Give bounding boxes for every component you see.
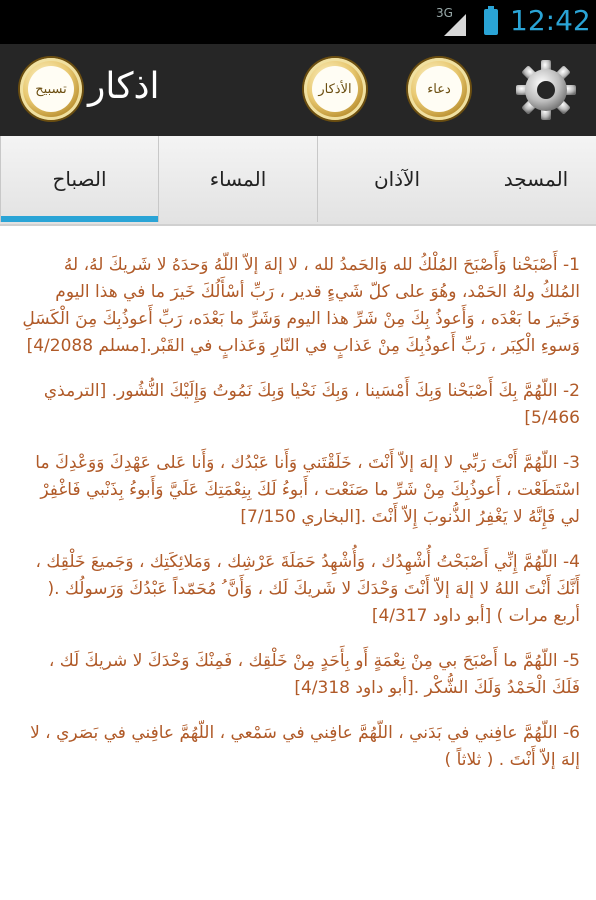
- selected-tab-indicator: [1, 216, 158, 222]
- list-item: 6- اللّهُمَّ عافِني في بَدَني ، اللّهُمَّ عافِني في سَمْعي ، اللّهُمَّ عافِني في بَصَري ، لا إلهَ إلاّ أَنْتَ . ( ثلاثاً ): [30, 723, 580, 770]
- action-bar: [0, 44, 596, 136]
- tab-morning[interactable]: [0, 136, 158, 222]
- tab-bar: [0, 136, 596, 226]
- list-item: 5- اللّهُمَّ ما أَصْبَحَ بي مِنْ نِعْمَةٍ أَو بِأَحَدٍ مِنْ خَلْقِك ، فَمِنْكَ وَحْدَكَ لا شريكَ لَك ، فَلَكَ الْحَمْدُ وَلَكَ الشُّكْر .[أبو داود 4/318]: [48, 651, 580, 698]
- list-item: 3- اللّهُمَّ أَنْتَ رَبِّي لا إلهَ إلاّ أَنْتَ ، خَلَقْتَني وَأَنا عَبْدُك ، وَأَنا عَلى عَهْدِكَ وَوَعْدِكَ ما اسْتَطَعْت ، أَعوذُبِكَ مِنْ شَرِّ ما صَنَعْت ، أَبوءُ لَكَ بِنِعْمَتِكَ عَلَيَّ وَأَبوءُ بِذَنْبي فَاغْفِرْ لي فَإِنَّهُ لا يَغْفِرُ الذُّنوبَ إِلاّ أَنْتَ .[البخاري 7/150]: [35, 453, 580, 527]
- list-item: 4- اللّهُمَّ إِنِّي أَصْبَحْتُ أُشْهِدُك ، وَأُشْهِدُ حَمَلَةَ عَرْشِك ، وَمَلائِكَتِك ، وَجَميعَ خَلْقِك ، أَنَّكَ أَنْتَ اللهُ لا إلهَ إلاّ أَنْتَ وَحْدَكَ لا شَريكَ لَك ، وَأَنَّ ُ مُحَمّداً عَبْدُكَ وَرَسولُك .( أربع مرات ) [أبو داود 4/317]: [35, 552, 580, 626]
- dua-button-label: دعاء: [416, 66, 462, 112]
- tab-label: المسجد: [503, 167, 569, 191]
- app-icon-label: تسبيح: [28, 66, 74, 112]
- tab-label: الآذان: [373, 167, 421, 191]
- status-bar: [0, 0, 596, 44]
- signal-icon: [444, 14, 466, 36]
- app-icon[interactable]: [20, 58, 82, 120]
- list-item: 2- اللّهُمَّ بِكَ أَصْبَحْنا وَبِكَ أَمْسَينا ، وَبِكَ نَحْيا وَبِكَ نَمُوتُ وَإِلَيْكَ النُّشُور. [الترمذي 5/466]: [43, 381, 580, 428]
- azkar-button[interactable]: [304, 58, 366, 120]
- gear-icon[interactable]: [514, 58, 578, 122]
- tab-label: المساء: [209, 167, 267, 191]
- dua-button[interactable]: [408, 58, 470, 120]
- tab-mosque[interactable]: [476, 136, 596, 222]
- tab-evening[interactable]: [158, 136, 317, 222]
- azkar-list: [22, 252, 580, 792]
- network-type: 3G: [436, 6, 453, 20]
- azkar-button-label: الأذكار: [312, 66, 358, 112]
- battery-icon: [484, 9, 498, 35]
- tab-adhan[interactable]: [317, 136, 476, 222]
- app-title: اذكار: [88, 66, 160, 107]
- clock: 12:42: [510, 4, 591, 37]
- list-item: 1- أَصْبَحْنا وَأَصْبَحَ المُلْكُ لله وَالحَمدُ لله ، لا إلهَ إلاّ اللّهُ وَحدَهُ لا شَريكَ لهُ، لهُ المُلكُ ولهُ الحَمْد، وهُوَ على كلّ شَيءٍ قدير ، رَبِّ أسْأَلُكَ خَيرَ ما في هذا اليوم وَخَيرَ ما بَعْدَه ، وَأَعوذُ بِكَ مِنْ شَرِّ هذا اليوم وَشَرِّ ما بَعْدَه، رَبِّ أَعوذُبِكَ مِنَ الْكَسَلِ وَسوءِ الْكِبَر ، رَبِّ أَعوذُبِكَ مِنْ عَذابٍ في النّارِ وَعَذابٍ في القَبْر.[مسلم 4/2088]: [22, 255, 580, 356]
- tab-label: الصباح: [52, 167, 107, 191]
